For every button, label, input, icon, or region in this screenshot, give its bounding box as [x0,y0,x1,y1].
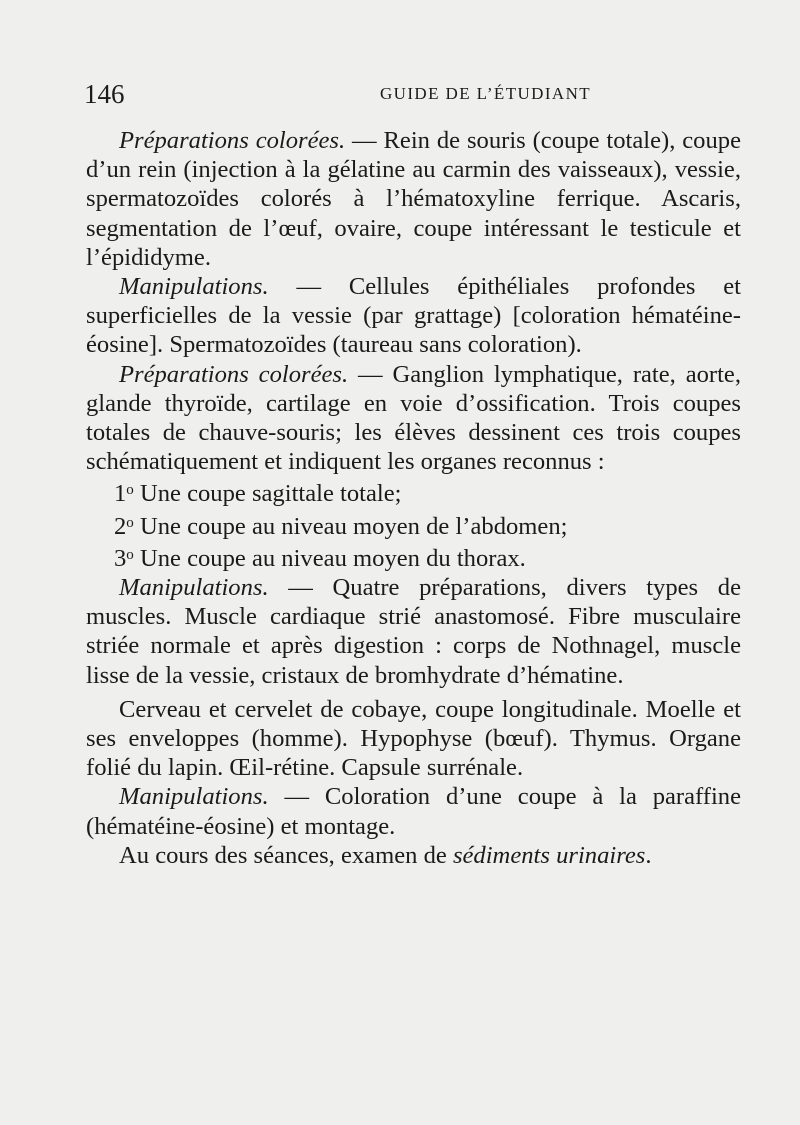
page-body [86,126,741,870]
paragraph-preparations-2 [86,360,741,477]
running-head: GUIDE DE L’ÉTUDIANT [380,84,592,103]
paragraph-specimens [86,695,741,783]
list-item-text: Une coupe au niveau moyen de l’abdomen; [139,512,568,540]
paragraph-closing [86,841,741,870]
list-ordinal: 3$^o$ [114,544,134,572]
paragraph-lead: Manipulations. [119,273,269,301]
paragraph-text: Cerveau et cervelet de cobaye, coupe longitudinale. Moelle et ses enveloppes (homme). Hypophyse (bœuf). Thymus. Organe folié du lapin. Œil-rétine. Capsule surrénale. [86,695,741,782]
list-ordinal: 2$^o$ [114,512,134,540]
paragraph-lead: Préparations colorées. [119,360,349,388]
paragraph-manipulations-3 [86,782,741,840]
paragraph-text: — Ganglion lymphatique, rate, aorte, glande thyroïde, cartilage en voie d’ossification. Trois coupes totales de chauve-souris; les élèves dessinent ces trois coupes schématiquement et indiquent les organes reconnus : [86,360,741,476]
list-ordinal: 1$^o$ [114,480,134,508]
list-item-text: Une coupe sagittale totale; [139,480,402,508]
paragraph-preparations-1 [86,126,741,272]
page-header [84,78,744,110]
paragraph-lead: Manipulations. [119,783,269,811]
paragraph-manipulations-1 [86,272,741,360]
paragraph-text: — Coloration d’une coupe à la paraffine (hématéine-éosine) et montage. [86,783,741,840]
list-item [86,541,741,573]
section-list [86,476,741,573]
list-item-text: Une coupe au niveau moyen du thorax. [139,544,526,572]
list-item [86,476,741,508]
list-item [86,509,741,541]
closing-text: Au cours des séances, examen de [119,841,453,869]
paragraph-lead: Préparations colorées. [119,127,346,154]
paragraph-lead: Manipulations. [119,574,269,602]
page-number: 146 [84,79,125,109]
paragraph-manipulations-2 [86,573,741,690]
closing-end: . [645,841,652,869]
paragraph-text: — Rein de souris (coupe totale), coupe d’un rein (injection à la gélatine au carmin des vaisseaux), vessie, spermatozoïdes colorés à l’hématoxyline ferrique. Ascaris, segmentation de l’œuf, ovaire, coupe intéressant le testicule et l’épididyme. [86,127,741,271]
paragraph-text: — Quatre préparations, divers types de muscles. Muscle cardiaque strié anastomosé. Fibre musculaire striée normale et après digestion : corps de Nothnagel, muscle lisse de la vessie, cristaux de bromhydrate d’hématine. [86,574,741,689]
closing-italic: sédiments urinaires [452,841,646,869]
paragraph-text: — Cellules épithéliales profondes et superficielles de la vessie (par grattage) [coloration hématéine-éosine]. Spermatozoïdes (taureau sans coloration). [86,273,741,359]
